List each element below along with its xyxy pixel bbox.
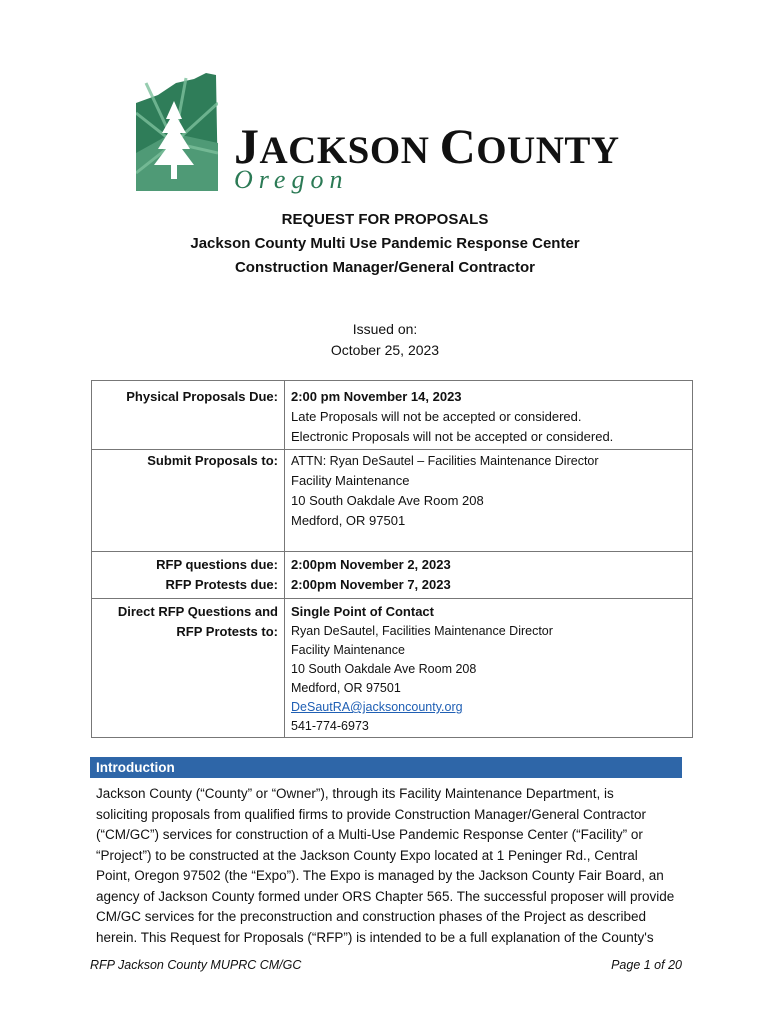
section-heading-introduction: Introduction bbox=[90, 757, 682, 778]
table-value-cell bbox=[285, 450, 693, 552]
table-value-cell bbox=[285, 381, 693, 450]
table-row bbox=[92, 552, 693, 599]
table-row bbox=[92, 381, 693, 450]
due-date: 2:00 pm November 14, 2023 bbox=[291, 389, 462, 404]
paragraph-line: “Project”) to be constructed at the Jackson County Expo located at 1 Peninger Rd., Central bbox=[96, 847, 638, 863]
contact-city: Medford, OR 97501 bbox=[291, 681, 401, 695]
submit-department: Facility Maintenance bbox=[291, 473, 410, 488]
introduction-paragraph bbox=[96, 784, 686, 948]
paragraph-line: soliciting proposals from qualified firms to provide Construction Manager/General Contractor bbox=[96, 806, 646, 822]
late-notice: Late Proposals will not be accepted or considered. bbox=[291, 409, 582, 424]
contact-heading: Single Point of Contact bbox=[291, 604, 434, 619]
table-label-cell bbox=[92, 450, 285, 552]
county-logo bbox=[136, 73, 620, 194]
submit-attn: ATTN: Ryan DeSautel – Facilities Maintenance Director bbox=[291, 454, 599, 468]
contact-department: Facility Maintenance bbox=[291, 643, 405, 657]
footer-document-name: RFP Jackson County MUPRC CM/GC bbox=[90, 958, 302, 972]
contact-street: 10 South Oakdale Ave Room 208 bbox=[291, 662, 477, 676]
contact-phone: 541-774-6973 bbox=[291, 719, 369, 733]
paragraph-line: Point, Oregon 97502 (the “Expo”). The Expo is managed by the Jackson County Fair Board, an bbox=[96, 868, 664, 883]
submit-city: Medford, OR 97501 bbox=[291, 513, 406, 528]
paragraph-line: herein. This Request for Proposals (“RFP”) is intended to be a full explanation of the County's bbox=[96, 929, 654, 945]
logo-county-name: JACKSON COUNTY bbox=[234, 118, 620, 174]
table-value-cell bbox=[285, 552, 693, 599]
electronic-notice: Electronic Proposals will not be accepted or considered. bbox=[291, 429, 614, 444]
questions-due-date: 2:00pm November 2, 2023 bbox=[291, 557, 451, 572]
paragraph-line: agency of Jackson County formed under ORS Chapter 565. The successful proposer will provide bbox=[96, 888, 675, 904]
table-value-cell bbox=[285, 599, 693, 738]
document-title: REQUEST FOR PROPOSALS bbox=[281, 211, 489, 228]
contact-name: Ryan DeSautel, Facilities Maintenance Director bbox=[291, 624, 553, 638]
table-label-cell bbox=[92, 381, 285, 450]
table-row bbox=[92, 599, 693, 738]
paragraph-line: Jackson County (“County” or “Owner”), through its Facility Maintenance Department, is bbox=[96, 786, 614, 801]
table-label-cell bbox=[92, 552, 285, 599]
table-label-cell bbox=[92, 599, 285, 738]
protests-due-date: 2:00pm November 7, 2023 bbox=[291, 577, 451, 592]
questions-due-label: RFP questions due: bbox=[156, 557, 278, 572]
logo-state-name: Oregon bbox=[234, 165, 349, 194]
footer-page-number: Page 1 of 20 bbox=[611, 958, 682, 972]
table-row bbox=[92, 450, 693, 552]
contact-label-1: Direct RFP Questions and bbox=[117, 604, 278, 619]
paragraph-line: (“CM/GC”) services for construction of a Multi-Use Pandemic Response Center (“Facility” or bbox=[96, 827, 643, 842]
tree-emblem-icon bbox=[136, 73, 218, 191]
proposal-info-table bbox=[91, 380, 693, 738]
contact-label-2: RFP Protests to: bbox=[176, 624, 278, 639]
issued-label: Issued on: bbox=[352, 321, 418, 337]
protests-due-label: RFP Protests due: bbox=[165, 577, 278, 592]
paragraph-line: CM/GC services for the preconstruction and construction phases of the Project as described bbox=[96, 909, 647, 924]
due-label: Physical Proposals Due: bbox=[126, 389, 278, 404]
issued-date: October 25, 2023 bbox=[330, 342, 440, 358]
document-subtitle-2: Construction Manager/General Contractor bbox=[234, 259, 536, 276]
submit-label: Submit Proposals to: bbox=[147, 453, 278, 468]
submit-street: 10 South Oakdale Ave Room 208 bbox=[291, 493, 484, 508]
document-subtitle-1: Jackson County Multi Use Pandemic Response Center bbox=[190, 235, 580, 252]
contact-email-link[interactable]: DeSautRA@jacksoncounty.org bbox=[291, 700, 463, 714]
